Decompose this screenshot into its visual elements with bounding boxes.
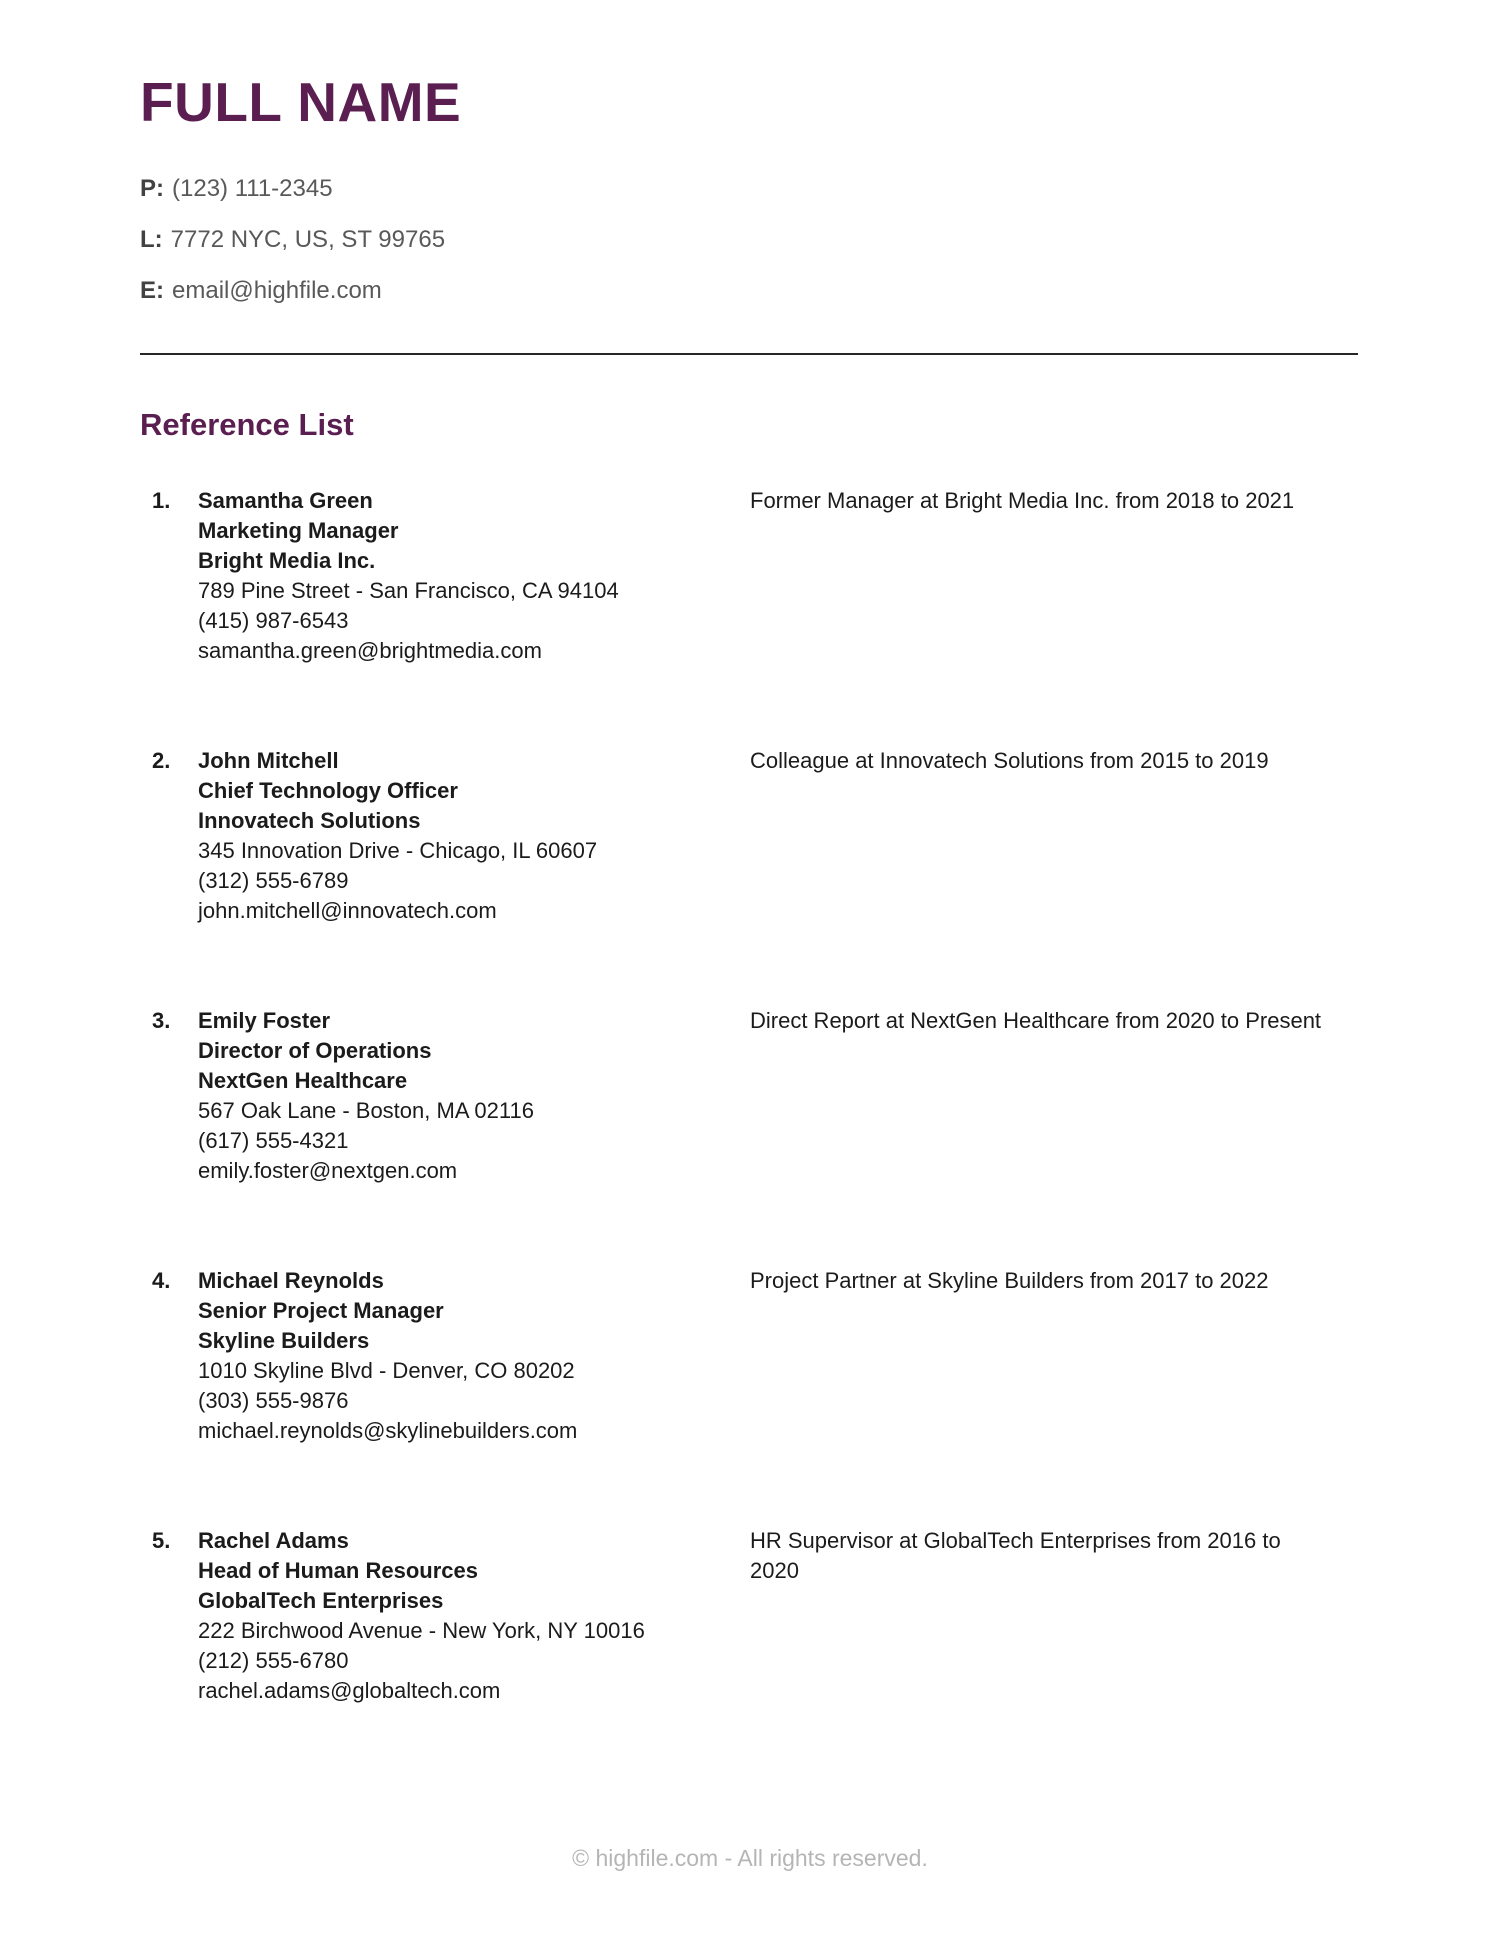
contact-block	[140, 174, 1358, 306]
reference-address: 567 Oak Lane - Boston, MA 02116	[198, 1098, 534, 1123]
contact-email-row	[140, 276, 1358, 306]
reference-relation: HR Supervisor at GlobalTech Enterprises from 2016 to 2020	[750, 1528, 1281, 1583]
reference-company: Innovatech Solutions	[198, 808, 421, 833]
footer-copyright: © highfile.com - All rights reserved.	[572, 1845, 928, 1871]
section-title: Reference List	[140, 407, 354, 442]
reference-details	[198, 1526, 750, 1706]
reference-name: John Mitchell	[198, 748, 339, 773]
reference-list	[140, 486, 1358, 1706]
reference-number: 3.	[152, 1008, 171, 1033]
header-divider	[140, 353, 1358, 355]
phone-value: (123) 111-2345	[172, 175, 333, 202]
reference-left-column	[140, 1266, 750, 1446]
phone-label: P:	[140, 175, 164, 202]
reference-email: rachel.adams@globaltech.com	[198, 1678, 501, 1703]
reference-number: 5.	[152, 1528, 171, 1553]
reference-item	[140, 486, 1358, 666]
reference-item	[140, 1266, 1358, 1446]
reference-address: 222 Birchwood Avenue - New York, NY 10016	[198, 1618, 645, 1643]
reference-address: 1010 Skyline Blvd - Denver, CO 80202	[198, 1358, 575, 1383]
reference-details	[198, 1266, 750, 1446]
reference-name: Samantha Green	[198, 488, 373, 513]
reference-job-title: Chief Technology Officer	[198, 778, 458, 803]
reference-name: Emily Foster	[198, 1008, 331, 1033]
full-name-title: FULL NAME	[140, 71, 462, 133]
email-value: email@highfile.com	[172, 277, 382, 304]
reference-details	[198, 746, 750, 926]
reference-name: Rachel Adams	[198, 1528, 349, 1553]
reference-company: GlobalTech Enterprises	[198, 1588, 444, 1613]
reference-number: 2.	[152, 748, 171, 773]
reference-company: Skyline Builders	[198, 1328, 370, 1353]
reference-item	[140, 1006, 1358, 1186]
location-value: 7772 NYC, US, ST 99765	[170, 226, 446, 253]
reference-job-title: Head of Human Resources	[198, 1558, 478, 1583]
reference-number: 1.	[152, 488, 171, 513]
reference-phone: (212) 555-6780	[198, 1648, 349, 1673]
reference-left-column	[140, 746, 750, 926]
reference-email: john.mitchell@innovatech.com	[198, 898, 497, 923]
reference-phone: (617) 555-4321	[198, 1128, 349, 1153]
reference-details	[198, 1006, 750, 1186]
reference-left-column	[140, 486, 750, 666]
contact-phone-row	[140, 174, 1358, 204]
reference-number: 4.	[152, 1268, 171, 1293]
reference-relation: Former Manager at Bright Media Inc. from 2018 to 2021	[750, 488, 1295, 513]
reference-phone: (312) 555-6789	[198, 868, 349, 893]
reference-email: michael.reynolds@skylinebuilders.com	[198, 1418, 578, 1443]
reference-left-column	[140, 1006, 750, 1186]
reference-job-title: Marketing Manager	[198, 518, 399, 543]
reference-phone: (415) 987-6543	[198, 608, 349, 633]
reference-address: 789 Pine Street - San Francisco, CA 94104	[198, 578, 619, 603]
reference-job-title: Director of Operations	[198, 1038, 432, 1063]
reference-relation: Project Partner at Skyline Builders from 2017 to 2022	[750, 1268, 1269, 1293]
reference-left-column	[140, 1526, 750, 1706]
reference-relation: Colleague at Innovatech Solutions from 2015 to 2019	[750, 748, 1269, 773]
reference-item	[140, 746, 1358, 926]
reference-company: NextGen Healthcare	[198, 1068, 408, 1093]
reference-address: 345 Innovation Drive - Chicago, IL 60607	[198, 838, 598, 863]
reference-job-title: Senior Project Manager	[198, 1298, 444, 1323]
reference-relation: Direct Report at NextGen Healthcare from 2020 to Present	[750, 1008, 1322, 1033]
reference-email: emily.foster@nextgen.com	[198, 1158, 458, 1183]
contact-location-row	[140, 225, 1358, 255]
reference-details	[198, 486, 750, 666]
reference-item	[140, 1526, 1358, 1706]
location-label: L:	[140, 226, 163, 253]
email-label: E:	[140, 277, 164, 304]
reference-company: Bright Media Inc.	[198, 548, 376, 573]
reference-name: Michael Reynolds	[198, 1268, 384, 1293]
reference-email: samantha.green@brightmedia.com	[198, 638, 542, 663]
reference-phone: (303) 555-9876	[198, 1388, 349, 1413]
